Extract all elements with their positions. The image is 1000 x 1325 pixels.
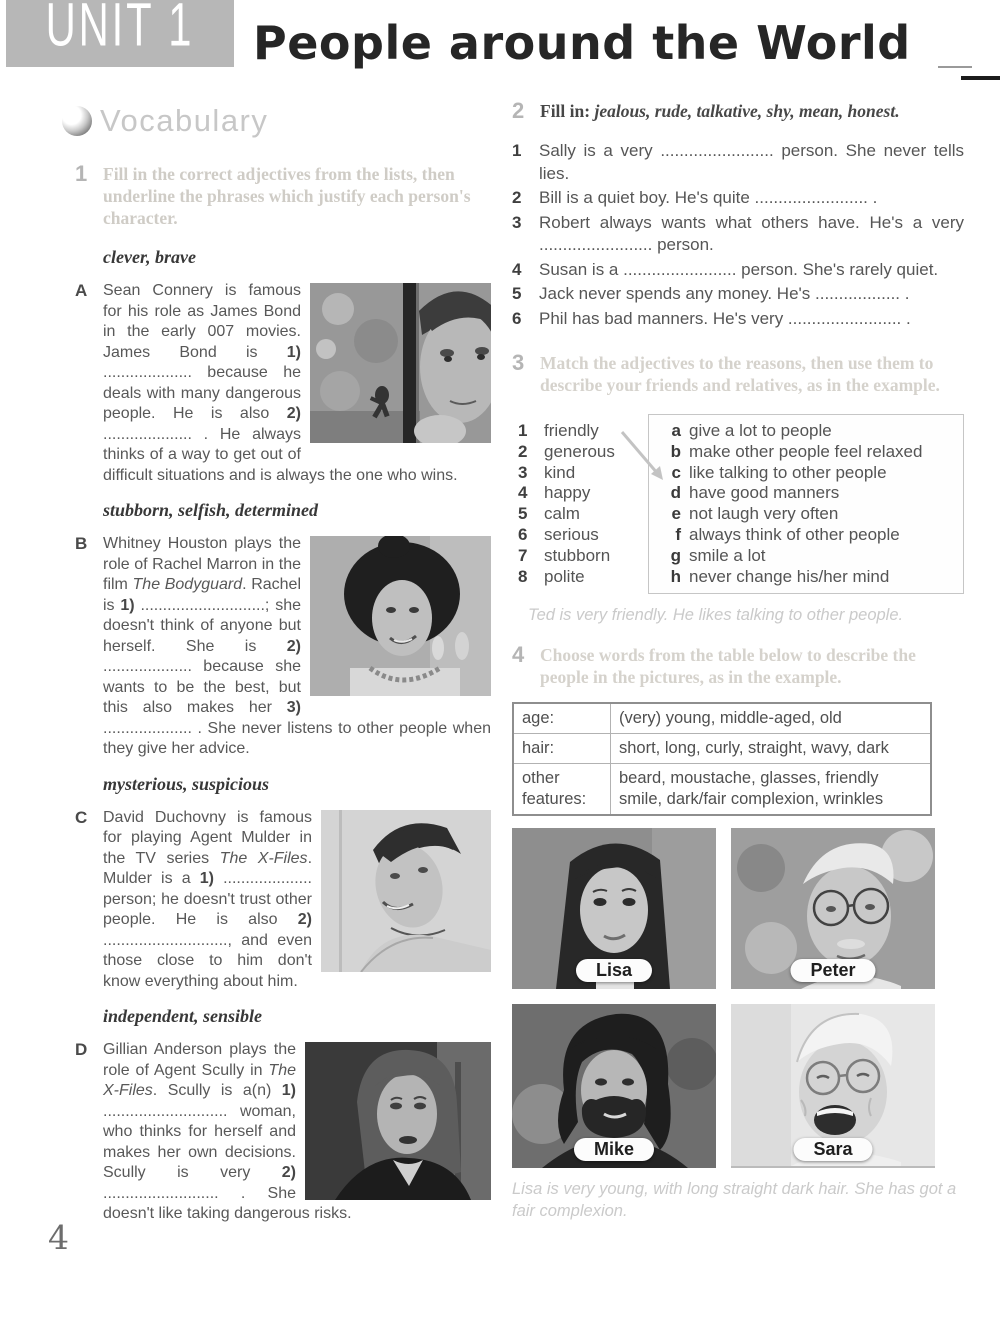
adj-number: 1 xyxy=(518,421,528,440)
paragraph-d-text: Gillian Anderson plays the role of Agent Scully in The X-Files. Scully is a(n) 1) ............................ woman, who thinks for herself and makes her own decisions. Scully is very 2) .......................... . She doesn't like taking dangerous risks. xyxy=(103,1041,352,1222)
item-number: 3 xyxy=(512,212,522,232)
row-words: short, long, curly, straight, wavy, dark xyxy=(611,734,932,764)
item-number: 4 xyxy=(512,259,522,279)
paragraph-a-text: Sean Connery is famous for his role as James Bond in the early 007 movies. James Bond is 1) .................... because he deals with many dangerous people. He is also 2) .................... . He always thinks of a way to get out of difficult situations and is always the one who wins. xyxy=(103,282,458,484)
exercise2-items xyxy=(512,140,964,330)
unit-banner xyxy=(6,0,234,67)
word-list-b: stubborn, selfish, determined xyxy=(103,500,319,520)
example-match-arrow-icon xyxy=(618,426,674,488)
photo-sean-connery xyxy=(310,283,491,443)
exercise3-header xyxy=(512,352,964,396)
reason-text: always think of other people xyxy=(689,524,900,544)
paragraph-b-text: Whitney Houston plays the role of Rachel Marron in the film The Bodyguard. Rachel is 1) ............................; she doesn't think of anyone but herself. She is 2) .................... because she wants to be the best, but this also makes her 3) .................... . She never listens to other people when they give her advice. xyxy=(103,535,491,757)
exercise4-example: Lisa is very young, with long straight dark hair. She has got a fair complexion. xyxy=(512,1180,957,1221)
adj-number: 6 xyxy=(518,524,528,544)
reason-letter: f xyxy=(675,524,681,544)
photo-name-label: Lisa xyxy=(576,959,652,982)
item-text: Sally is a very ........................ person. She never tells lies. xyxy=(539,141,964,183)
features-table xyxy=(512,702,932,816)
row-label: age: xyxy=(513,703,611,734)
photo-whitney-houston xyxy=(310,536,491,696)
reason-letter: d xyxy=(670,483,681,503)
adjective: happy xyxy=(544,483,591,503)
exercise3-matching xyxy=(518,414,964,594)
photo-sara xyxy=(731,1004,935,1168)
vocabulary-heading-text: Vocabulary xyxy=(100,103,269,138)
item-text: Jack never spends any money. He's .................. . xyxy=(539,284,910,303)
vocabulary-section-heading xyxy=(62,103,268,139)
exercise1-header xyxy=(75,163,491,229)
exercise2-item xyxy=(512,140,964,185)
exercise2-number: 2 xyxy=(512,98,525,123)
adjective: polite xyxy=(544,566,585,586)
exercise2-item xyxy=(512,308,964,331)
reason-letter: c xyxy=(671,462,681,482)
people-photo-grid xyxy=(512,828,952,1168)
reason-text: make other people feel relaxed xyxy=(689,441,923,461)
left-column xyxy=(75,163,491,1239)
page-title: People around the World xyxy=(253,16,911,70)
reason-letter: e xyxy=(671,504,681,524)
exercise3-example: Ted is very friendly. He likes talking to other people. xyxy=(528,606,904,625)
reason-text: have good manners xyxy=(689,483,840,503)
reason-text: never change his/her mind xyxy=(689,566,890,586)
paragraph-a-label: A xyxy=(75,281,88,300)
adjective: generous xyxy=(544,441,615,461)
reason-letter: g xyxy=(670,545,681,565)
exercise4-instruction: Choose words from the table below to describe the people in the pictures, as in the example. xyxy=(540,645,916,688)
item-text: Phil has bad manners. He's very ........................ . xyxy=(539,308,911,328)
item-number: 5 xyxy=(512,284,522,303)
item-text: Susan is a ........................ person. She's rarely quiet. xyxy=(539,259,939,279)
photo-david-duchovny xyxy=(321,810,491,972)
word-list-a: clever, brave xyxy=(103,247,196,267)
photo-gillian-anderson xyxy=(305,1042,491,1200)
reason-text: like talking to other people xyxy=(689,462,887,482)
paragraph-d-label: D xyxy=(75,1040,88,1059)
header-underline-thick xyxy=(961,76,1000,80)
exercise2-item xyxy=(512,187,964,210)
page-number: 4 xyxy=(48,1218,69,1257)
exercise4-number: 4 xyxy=(512,642,525,668)
adjective: kind xyxy=(544,462,576,482)
reason-text: smile a lot xyxy=(689,545,766,565)
item-text: Bill is a quiet boy. He's quite ........................ . xyxy=(539,188,878,207)
exercise1-instruction: Fill in the correct adjectives from the lists, then underline the phrases which justify each person's character. xyxy=(103,164,471,228)
adjective: calm xyxy=(544,504,580,524)
reason-text: not laugh very often xyxy=(689,504,839,524)
row-label: hair: xyxy=(513,734,611,764)
exercise2-item xyxy=(512,283,964,306)
reason-letter: a xyxy=(671,421,681,440)
exercise3-number: 3 xyxy=(512,350,525,375)
adj-number: 7 xyxy=(518,545,528,565)
adj-number: 8 xyxy=(518,566,528,586)
exercise2-instruction: Fill in: jealous, rude, talkative, shy, mean, honest. xyxy=(540,101,900,121)
reason-text: give a lot to people xyxy=(689,421,832,440)
header-underline-thin xyxy=(938,66,972,68)
exercise4-header xyxy=(512,644,964,688)
item-number: 2 xyxy=(512,188,522,207)
exercise2-item xyxy=(512,212,964,257)
paragraph-c xyxy=(75,808,491,993)
exercise2-item xyxy=(512,259,964,282)
reason-box xyxy=(648,414,964,594)
paragraph-d xyxy=(75,1040,491,1225)
adj-number: 5 xyxy=(518,504,528,524)
adj-number: 2 xyxy=(518,441,528,461)
paragraph-c-label: C xyxy=(75,807,88,827)
paragraph-b xyxy=(75,534,491,760)
word-list-d: independent, sensible xyxy=(103,1006,263,1026)
photo-peter xyxy=(731,828,935,989)
sphere-bullet-icon xyxy=(62,106,92,136)
table-row xyxy=(513,734,931,764)
reason-letter: h xyxy=(670,566,681,586)
right-column xyxy=(512,100,964,1240)
row-words: beard, moustache, glasses, friendly smile, dark/fair complexion, wrinkles xyxy=(611,764,932,816)
exercise3-instruction: Match the adjectives to the reasons, then use them to describe your friends and relatives, as in the example. xyxy=(540,353,940,395)
table-row xyxy=(513,764,931,816)
item-text: Robert always wants what others have. He's a very ........................ person. xyxy=(539,212,964,254)
reason-letter: b xyxy=(670,441,681,461)
adj-number: 4 xyxy=(518,483,528,503)
photo-name-label: Sara xyxy=(793,1138,872,1161)
adj-number: 3 xyxy=(518,462,528,482)
adjective: stubborn xyxy=(544,545,611,565)
adjective: friendly xyxy=(544,421,599,440)
word-list-c: mysterious, suspicious xyxy=(103,773,270,794)
exercise1-number: 1 xyxy=(75,161,88,186)
unit-label: UNIT 1 xyxy=(45,0,195,60)
photo-name-label: Mike xyxy=(574,1138,654,1161)
row-words: (very) young, middle-aged, old xyxy=(611,703,932,734)
paragraph-c-text: David Duchovny is famous for playing Agent Mulder in the TV series The X-Files. Mulder is a 1) .................... person; he doesn't trust other people. He is also 2) ............................, and even those close to him don't know everything about him. xyxy=(103,808,313,990)
photo-name-label: Peter xyxy=(790,959,875,982)
item-number: 6 xyxy=(512,308,522,328)
row-label: other features: xyxy=(513,764,611,816)
photo-lisa xyxy=(512,828,716,989)
photo-mike xyxy=(512,1004,716,1168)
adjective: serious xyxy=(544,524,599,544)
paragraph-a xyxy=(75,281,491,486)
exercise2-header xyxy=(512,100,964,122)
item-number: 1 xyxy=(512,141,522,160)
table-row xyxy=(513,703,931,734)
paragraph-b-label: B xyxy=(75,534,88,553)
